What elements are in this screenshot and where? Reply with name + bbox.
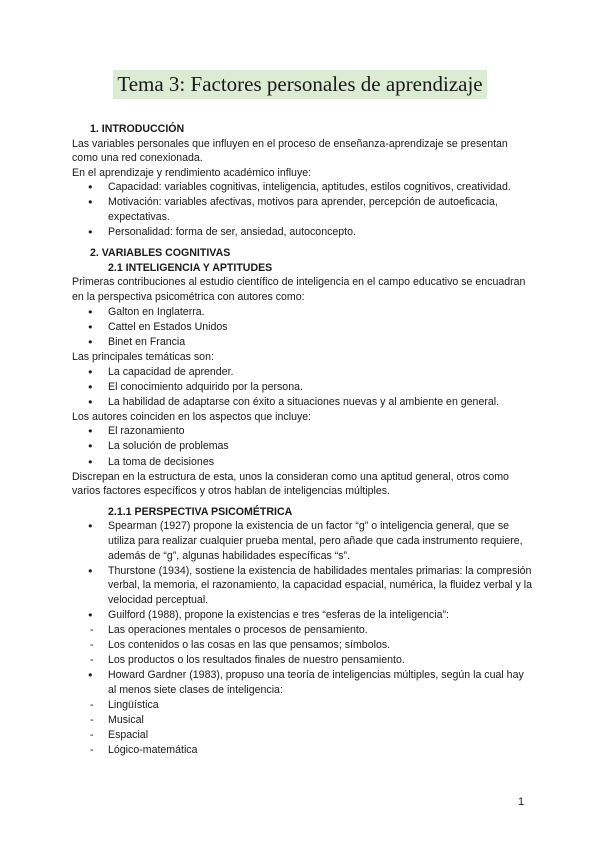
bullet-list (72, 424, 532, 469)
paragraph: Primeras contribuciones al estudio científico de inteligencia en el campo educativo se encuadran en la perspectiva psicométrica con autores como: (72, 276, 526, 304)
list-item: - Los contenidos o las cosas en las que pensamos; símbolos. (72, 638, 532, 653)
list-item: ● Spearman (1927) propone la existencia de un factor “g” o inteligencia general, que se utiliza para realizar cualquier prueba mental, pero añade que cada instrumento requiere, además de “g”, algunas habilidades específicas “s”. (72, 519, 532, 563)
bullet-list (72, 305, 532, 350)
dash-list (72, 698, 532, 758)
list-item: - Las operaciones mentales o procesos de pensamiento. (72, 623, 532, 638)
list-item: ● Personalidad: forma de ser, ansiedad, autoconcepto. (72, 225, 532, 240)
list-item: ● Howard Gardner (1983), propuso una teoría de inteligencias múltiples, según la cual hay al menos siete clases de inteligencia: (72, 668, 532, 697)
bullet-list (72, 668, 532, 697)
list-item: - Lógico-matemática (72, 743, 532, 758)
dash-list (72, 623, 532, 668)
paragraph: Las variables personales que influyen en el proceso de enseñanza-aprendizaje se presentan como una red conexionada. (72, 137, 508, 165)
list-item: ● Guilford (1988), propone la existencias e tres “esferas de la inteligencia”: (72, 608, 532, 623)
list-item: ● Galton en Inglaterra. (72, 305, 532, 320)
list-item: ● El conocimiento adquirido por la persona. (72, 380, 532, 395)
bullet-list (72, 180, 532, 239)
list-item: ● Thurstone (1934), sostiene la existencia de habilidades mentales primarias: la compresión verbal, la memoria, el razonamiento, la capacidad espacial, numérica, la fluidez verbal y la velocidad perceptual. (72, 564, 532, 608)
paragraph: Los autores coinciden en los aspectos que incluye: (72, 410, 312, 423)
subsection-heading-inteligencia: 2.1 INTELIGENCIA Y APTITUDES (108, 261, 273, 274)
subsection-heading-psicometrica: 2.1.1 PERSPECTIVA PSICOMÉTRICA (108, 505, 293, 518)
section-heading-variables-cognitivas: 2. VARIABLES COGNITIVAS (90, 247, 231, 260)
list-item: ● La habilidad de adaptarse con éxito a situaciones nuevas y al ambiente en general. (72, 395, 532, 410)
bullet-list (72, 519, 532, 622)
page-number: 1 (518, 796, 525, 808)
paragraph: Discrepan en la estructura de esta, unos la consideran como una aptitud general, otros como varios factores específicos y otros hablan de inteligencias múltiples. (72, 470, 509, 498)
list-item: ● Binet en Francia (72, 335, 532, 350)
list-item: - Musical (72, 713, 532, 728)
list-item: - Los productos o los resultados finales de nuestro pensamiento. (72, 653, 532, 668)
title-wrapper (0, 70, 600, 99)
list-item: ● El razonamiento (72, 424, 532, 439)
list-item: ● La solución de problemas (72, 439, 532, 454)
paragraph: Las principales temáticas son: (72, 350, 214, 363)
document-body (72, 122, 532, 758)
list-item: ● Motivación: variables afectivas, motivos para aprender, percepción de autoeficacia, expectativas. (72, 195, 532, 224)
list-item: ● La capacidad de aprender. (72, 365, 532, 380)
page-title: Tema 3: Factores personales de aprendizaje (113, 70, 486, 99)
list-item: - Espacial (72, 728, 532, 743)
list-item: ● Capacidad: variables cognitivas, inteligencia, aptitudes, estilos cognitivos, creatividad. (72, 180, 532, 195)
list-item: ● Cattel en Estados Unidos (72, 320, 532, 335)
bullet-list (72, 365, 532, 410)
section-heading-introduccion: 1. INTRODUCCIÓN (90, 123, 185, 135)
list-item: ● La toma de decisiones (72, 455, 532, 470)
list-item: - Lingüística (72, 698, 532, 713)
paragraph: En el aprendizaje y rendimiento académico influye: (72, 166, 312, 179)
